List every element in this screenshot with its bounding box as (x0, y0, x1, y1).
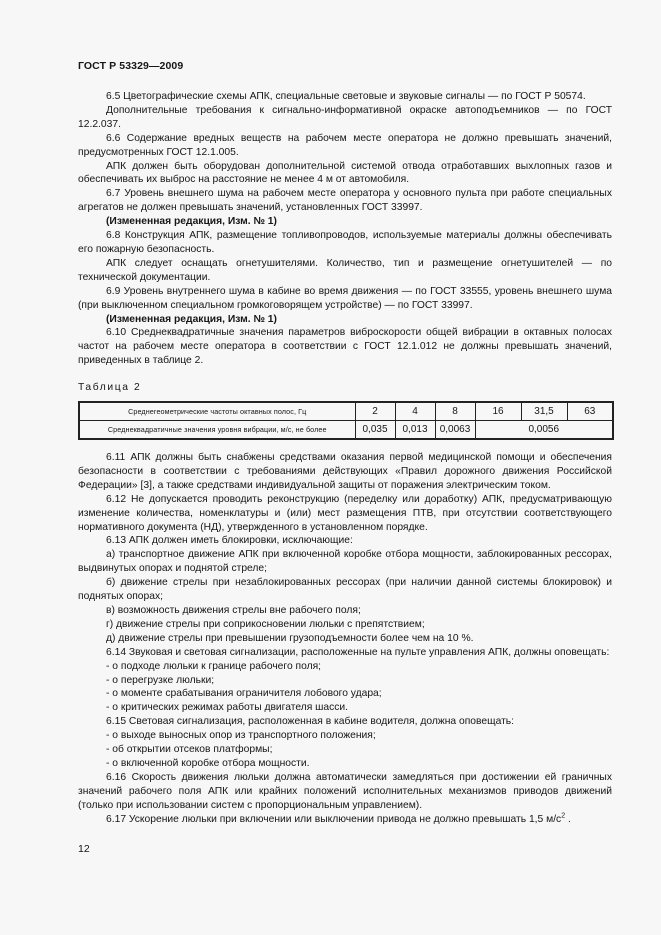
frequency-cell: 8 (435, 402, 475, 421)
amendment-note: (Измененная редакция, Изм. № 1) (106, 313, 277, 325)
paragraph-6-12: 6.12 Не допускается проводить реконструкцию (переделку или доработку) АПК, предусматривающую изменение количества, номенклатуры и (или) мест размещения ПТВ, при отсутствии соответствующего нормативного документа (НД), утвержденного в установленном порядке. (78, 493, 612, 533)
list-item: - о перегрузке люльки; (106, 674, 215, 686)
paragraph-6-14: 6.14 Звуковая и световая сигнализации, расположенные на пульте управления АПК, должны оповещать: (106, 646, 610, 658)
page-number: 12 (78, 843, 90, 855)
paragraph-6-10: 6.10 Среднеквадратичные значения параметров виброскорости общей вибрации в октавных полосах частот на рабочем месте оператора в соответствии с ГОСТ 12.1.012 не должны превышать значений, приведенных в таблице 2. (78, 327, 612, 367)
amendment-note: (Измененная редакция, Изм. № 1) (106, 216, 277, 228)
list-item: в) возможность движения стрелы вне рабочего поля; (106, 604, 361, 616)
paragraph-6-11: 6.11 АПК должны быть снабжены средствами оказания первой медицинской помощи и обеспечения безопасности в соответствии с требованиями действующих «Правил дорожного движения Российской Федерации» [3], а также средствами индивидуальной защиты от поражения электрическим током. (78, 452, 612, 491)
frequency-cell: 31,5 (521, 402, 567, 421)
paragraph-6-8: 6.8 Конструкция АПК, размещение топливопроводов, используемые материалы должны обеспечивать его пожарную безопасность. (78, 230, 612, 255)
frequency-header-cell: Среднегеометрические частоты октавных полос, Гц (79, 402, 355, 421)
list-item: а) транспортное движение АПК при включенной коробке отбора мощности, заблокированных рессорах, выдвинутых опорах и поднятой стреле; (78, 549, 612, 575)
paragraph-6-13: 6.13 АПК должен иметь блокировки, исключающие: (106, 535, 353, 547)
paragraph-6-8-extinguishers: АПК следует оснащать огнетушителями. Количество, тип и размещение огнетушителей — по технической документации. (78, 257, 612, 283)
vibration-value-cell: 0,013 (395, 421, 435, 440)
vibration-value-cell: 0,0056 (475, 421, 613, 440)
table-caption: Таблица 2 (78, 382, 142, 393)
list-item: - о подходе люльки к границе рабочего поля; (106, 660, 322, 672)
vibration-header-cell: Среднеквадратичные значения уровня вибрации, м/с, не более (79, 421, 355, 440)
exponent: 2 (561, 812, 566, 820)
paragraph-6-15: 6.15 Световая сигнализация, расположенная в кабине водителя, должна оповещать: (106, 716, 515, 728)
list-item: г) движение стрелы при соприкосновении люльки с препятствием; (106, 618, 425, 630)
paragraph-6-17-text: 6.17 Ускорение люльки при включении или выключении привода не должно превышать 1,5 м/с (106, 813, 562, 825)
vibration-value-cell: 0,035 (355, 421, 395, 440)
paragraph-6-5-additional: Дополнительные требования к сигнально-информативной окраске автоподъемников — по ГОСТ 12.2.037. (78, 104, 612, 130)
list-item: - о включенной коробке отбора мощности. (106, 757, 310, 769)
list-item: б) движение стрелы при незаблокированных рессорах (при наличии данной системы блокировок) и поднятых опорах; (78, 577, 612, 603)
frequency-cell: 16 (475, 402, 521, 421)
standard-header: ГОСТ Р 53329—2009 (78, 60, 184, 72)
paragraph-6-9: 6.9 Уровень внутреннего шума в кабине во время движения — по ГОСТ 33555, уровень внешнего шума (при выключенном специальном громкоговорящем устройстве) — по ГОСТ 33997. (78, 285, 612, 311)
table-row (79, 421, 613, 440)
paragraph-6-6-exhaust: АПК должен быть оборудован дополнительной системой отвода отработавших выхлопных газов и обеспечивать их выброс на расстояние не менее 4 м от автомобиля. (78, 160, 612, 186)
paragraph-6-16: 6.16 Скорость движения люльки должна автоматически замедляться при достижении ей граничных значений рабочего поля АПК или крайних положений исполнительных механизмов приводов движений (только при использовании систем с пропорциональным управлением). (78, 771, 612, 811)
paragraph-6-7: 6.7 Уровень внешнего шума на рабочем месте оператора у основного пульта при работе специальных агрегатов не должен превышать значений, установленных ГОСТ 33997. (78, 188, 612, 214)
list-item: - о выходе выносных опор из транспортного положения; (106, 730, 376, 742)
paragraph-6-5: 6.5 Цветографические схемы АПК, специальные световые и звуковые сигналы — по ГОСТ Р 50574. (106, 91, 586, 102)
text-block-lower (78, 451, 612, 826)
vibration-value-cell: 0,0063 (435, 421, 475, 440)
list-item: - об открытии отсеков платформы; (106, 744, 273, 756)
paragraph-6-17 (78, 813, 612, 827)
paragraph-6-6: 6.6 Содержание вредных веществ на рабочем месте оператора не должно превышать значений, предусмотренных ГОСТ 12.1.005. (78, 132, 612, 158)
vibration-table (78, 401, 614, 440)
list-item: - о моменте срабатывания ограничителя лобового удара; (106, 688, 382, 700)
frequency-cell: 4 (395, 402, 435, 421)
frequency-cell: 63 (567, 402, 613, 421)
text-block-upper (78, 90, 612, 368)
frequency-cell: 2 (355, 402, 395, 421)
list-item: - о критических режимах работы двигателя шасси. (106, 702, 349, 714)
list-item: д) движение стрелы при превышении грузоподъемности более чем на 10 %. (106, 632, 474, 644)
paragraph-6-17-end: . (565, 813, 571, 825)
table-row (79, 402, 613, 421)
